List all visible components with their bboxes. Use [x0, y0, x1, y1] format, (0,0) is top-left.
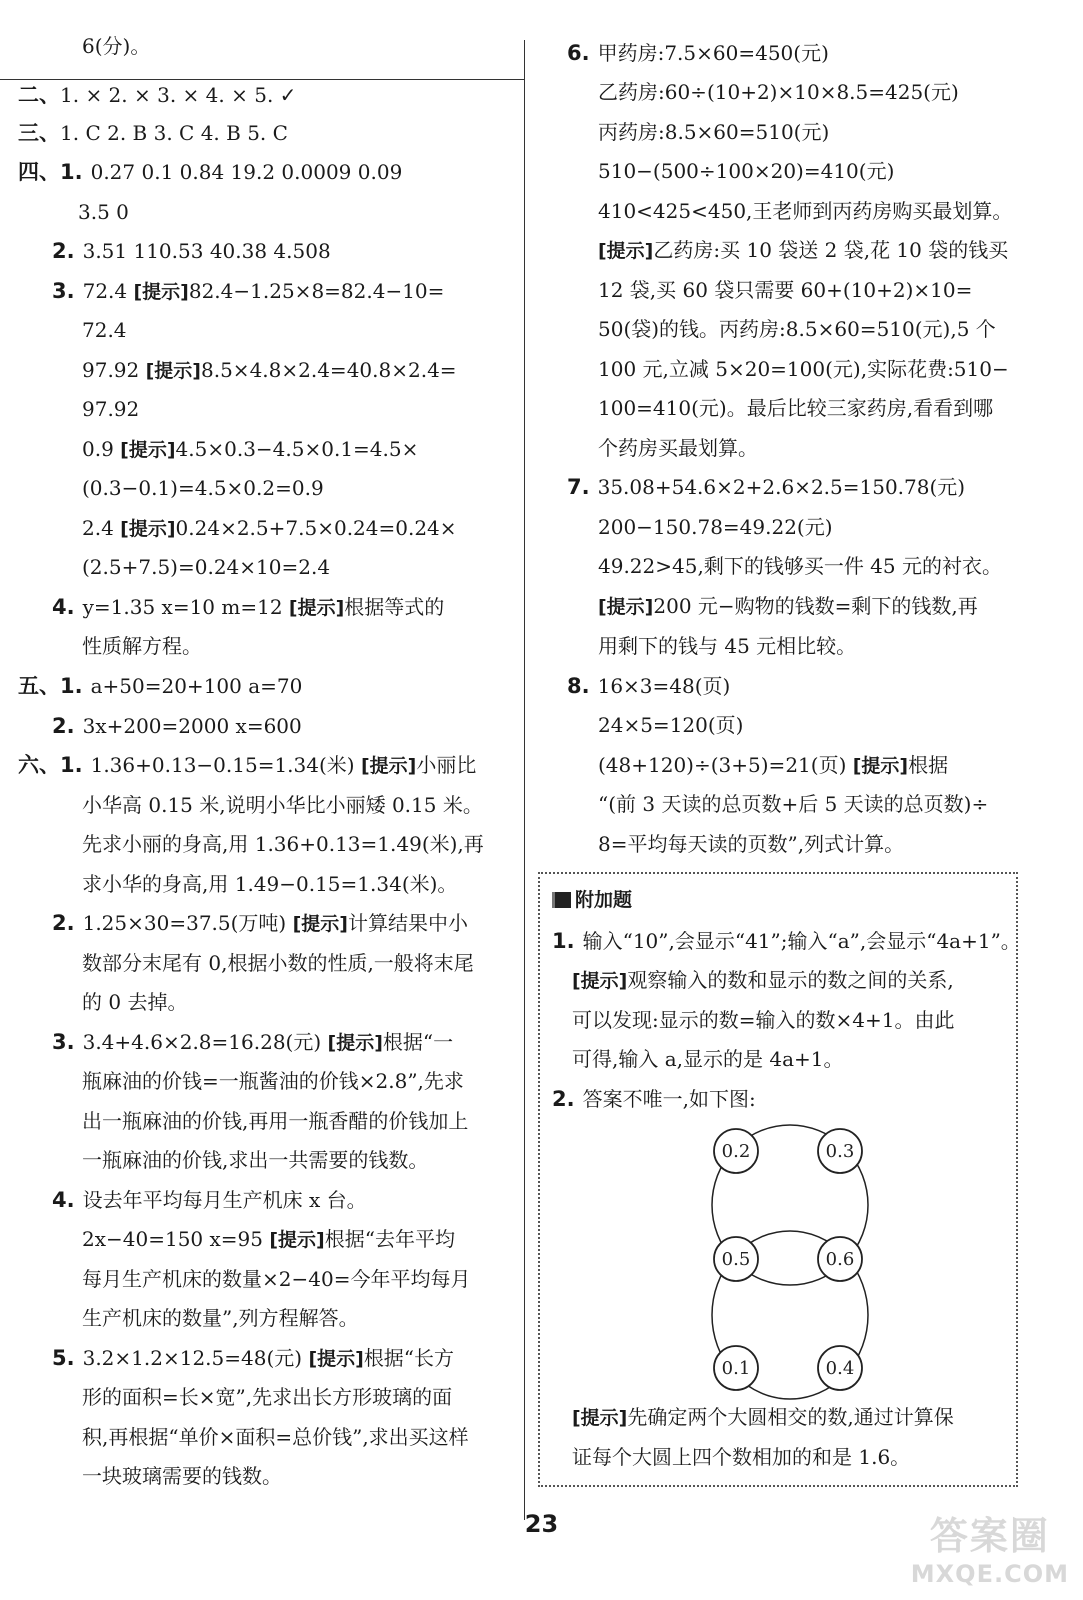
text-line	[598, 546, 1002, 586]
line-text: 先确定两个大圆相交的数,通过计算保	[627, 1405, 954, 1429]
line-text: “(前 3 天读的总页数+后 5 天读的总页数)÷	[598, 792, 989, 816]
line-text: 根据等式的	[344, 595, 445, 619]
text-line	[572, 1437, 910, 1477]
text-line	[598, 191, 1012, 231]
node-0.2	[714, 1129, 758, 1173]
text-line	[82, 982, 187, 1022]
line-text: 3.4+4.6×2.8=16.28(元)	[82, 1030, 328, 1054]
text-line	[18, 745, 476, 785]
watermark: 答案圈 MXQE.COM	[910, 1514, 1069, 1588]
text-line	[82, 864, 457, 904]
text-line	[598, 705, 743, 745]
line-text: 根据“长方	[363, 1346, 455, 1370]
item-number: 1.	[552, 929, 575, 953]
line-text: 每月生产机床的数量×2−40=今年平均每月	[82, 1267, 471, 1291]
text-line	[18, 152, 402, 192]
text-line	[572, 1039, 843, 1079]
text-line	[552, 1079, 756, 1119]
text-line	[598, 784, 988, 824]
line-text: 1.36+0.13−0.15=1.34(米)	[90, 753, 361, 777]
text-line	[598, 586, 978, 626]
line-text: 3.2×1.2×12.5=48(元)	[82, 1346, 309, 1370]
text-line	[52, 1338, 454, 1378]
line-text: 一瓶麻油的价钱,求出一共需要的钱数。	[82, 1148, 429, 1172]
text-line	[52, 903, 468, 943]
book-icon	[552, 892, 571, 908]
section-label: 二、	[18, 83, 60, 107]
section-label: 四、	[18, 160, 60, 184]
line-text: 根据	[908, 753, 949, 777]
text-line	[82, 1377, 452, 1417]
line-text: 根据“去年平均	[324, 1227, 455, 1251]
text-line	[82, 1061, 464, 1101]
text-line	[598, 626, 856, 666]
line-text: 1. C 2. B 3. C 4. B 5. C	[60, 121, 288, 145]
line-text: 0.9	[82, 437, 121, 461]
item-number: 3.	[52, 279, 75, 303]
line-text: 观察输入的数和显示的数之间的关系,	[627, 968, 954, 992]
line-text: 乙药房:买 10 袋送 2 袋,花 10 袋的钱买	[653, 238, 1009, 262]
text-line	[572, 1000, 954, 1040]
line-text: 性质解方程。	[82, 634, 202, 658]
line-text: 6(分)。	[82, 34, 151, 58]
line-text: 计算结果中小	[347, 911, 468, 935]
hint-label: [提示]	[120, 518, 176, 540]
line-text: 先求小丽的身高,用 1.36+0.13=1.49(米),再	[82, 832, 484, 856]
item-number: 1.	[60, 753, 83, 777]
text-line	[82, 1259, 470, 1299]
hint-label: [提示]	[292, 913, 348, 935]
item-number: 1.	[60, 674, 83, 698]
text-line	[82, 1456, 282, 1496]
text-line	[82, 468, 324, 508]
text-line	[82, 943, 474, 983]
text-line	[82, 429, 418, 469]
line-text: 3.51 110.53 40.38 4.508	[82, 239, 331, 263]
text-line	[78, 192, 129, 232]
line-text: 16×3=48(页)	[597, 674, 731, 698]
text-line	[598, 745, 948, 785]
text-line	[598, 824, 904, 864]
item-number: 2.	[52, 714, 75, 738]
line-text: 数部分末尾有 0,根据小数的性质,一般将末尾	[82, 951, 474, 975]
text-line	[52, 1022, 453, 1062]
svg-text:0.5: 0.5	[721, 1249, 751, 1270]
circle-diagram	[700, 1120, 880, 1400]
text-line	[567, 467, 965, 507]
line-text: (0.3−0.1)=4.5×0.2=0.9	[82, 476, 324, 500]
line-text: 丙药房:8.5×60=510(元)	[598, 120, 830, 144]
hint-label: [提示]	[288, 597, 345, 619]
hint-label: [提示]	[327, 1032, 383, 1054]
text-line	[82, 1140, 428, 1180]
section-label: 六、	[18, 753, 60, 777]
text-line	[567, 666, 730, 706]
item-number: 3.	[52, 1030, 75, 1054]
text-line	[82, 1298, 359, 1338]
svg-text:0.2: 0.2	[721, 1141, 751, 1162]
item-number: 2.	[52, 239, 75, 263]
text-line	[82, 508, 457, 548]
text-line	[598, 270, 972, 310]
page-number: 23	[524, 1510, 559, 1538]
item-number: 6.	[567, 41, 590, 65]
hint-label: [提示]	[145, 360, 201, 382]
line-text: 求小华的身高,用 1.49−0.15=1.34(米)。	[82, 872, 458, 896]
line-text: y=1.35 x=10 m=12	[82, 595, 289, 619]
line-text: 8.5×4.8×2.4=40.8×2.4=	[201, 358, 457, 382]
line-text: 乙药房:60÷(10+2)×10×8.5=425(元)	[598, 80, 959, 104]
text-line	[18, 113, 288, 153]
line-text: 根据“一	[382, 1030, 454, 1054]
line-text: 答案不唯一,如下图:	[582, 1087, 756, 1111]
node-0.5	[714, 1237, 758, 1281]
line-text: 24×5=120(页)	[598, 713, 744, 737]
line-text: 输入“10”,会显示“41”;输入“a”,会显示“4a+1”。	[582, 929, 1021, 953]
text-line	[567, 33, 829, 73]
column-divider	[524, 40, 525, 1520]
node-0.6	[818, 1237, 862, 1281]
text-line	[82, 1101, 468, 1141]
text-line	[82, 1219, 455, 1259]
top-rule	[0, 79, 524, 80]
hint-label: [提示]	[572, 1407, 628, 1429]
line-text: 72.4	[82, 318, 127, 342]
hint-label: [提示]	[120, 439, 176, 461]
svg-text:0.1: 0.1	[721, 1358, 751, 1379]
node-0.4	[818, 1346, 862, 1390]
line-text: 瓶麻油的价钱=一瓶酱油的价钱×2.8”,先求	[82, 1069, 464, 1093]
text-line	[82, 824, 484, 864]
text-line	[598, 428, 758, 468]
line-text: 2x−40=150 x=95	[82, 1227, 270, 1251]
line-text: 个药房买最划算。	[598, 436, 758, 460]
line-text: 3x+200=2000 x=600	[82, 714, 302, 738]
line-text: 1.25×30=37.5(万吨)	[82, 911, 293, 935]
text-line	[598, 151, 894, 191]
svg-text:0.6: 0.6	[825, 1249, 855, 1270]
line-text: 0.24×2.5+7.5×0.24=0.24×	[175, 516, 457, 540]
item-number: 2.	[52, 911, 75, 935]
line-text: 的 0 去掉。	[82, 990, 188, 1014]
line-text: 1. × 2. × 3. × 4. × 5. ✓	[60, 83, 297, 107]
svg-text:0.3: 0.3	[825, 1141, 855, 1162]
item-number: 7.	[567, 475, 590, 499]
text-line	[18, 666, 302, 706]
text-line	[82, 350, 457, 390]
line-text: 可以发现:显示的数=输入的数×4+1。由此	[572, 1008, 955, 1032]
text-line	[552, 921, 1021, 961]
line-text: 可得,输入 a,显示的是 4a+1。	[572, 1047, 844, 1071]
line-text: 200−150.78=49.22(元)	[598, 515, 833, 539]
text-line	[52, 271, 444, 311]
line-text: 72.4	[82, 279, 134, 303]
hint-label: [提示]	[852, 755, 909, 777]
line-text: 用剩下的钱与 45 元相比较。	[598, 634, 857, 658]
item-number: 5.	[52, 1346, 75, 1370]
text-line	[52, 231, 331, 271]
line-text: 82.4−1.25×8=82.4−10=	[188, 279, 445, 303]
line-text: 8=平均每天读的页数”,列式计算。	[598, 832, 905, 856]
item-number: 2.	[552, 1087, 575, 1111]
text-line	[598, 72, 959, 112]
line-text: 设去年平均每月生产机床 x 台。	[82, 1188, 367, 1212]
text-line	[598, 507, 833, 547]
line-text: 出一瓶麻油的价钱,再用一瓶香醋的价钱加上	[82, 1109, 469, 1133]
text-line	[82, 785, 483, 825]
line-text: 形的面积=长×宽”,先求出长方形玻璃的面	[82, 1385, 453, 1409]
text-line	[82, 1417, 469, 1457]
line-text: 410<425<450,王老师到丙药房购买最划算。	[598, 199, 1013, 223]
line-text: 49.22>45,剩下的钱够买一件 45 元的衬衣。	[598, 554, 1002, 578]
item-number: 4.	[52, 1188, 75, 1212]
line-text: 100=410(元)。最后比较三家药房,看看到哪	[598, 396, 994, 420]
node-0.3	[818, 1129, 862, 1173]
text-line	[18, 75, 296, 115]
text-line	[82, 626, 202, 666]
hint-label: [提示]	[598, 596, 654, 618]
line-text: a+50=20+100 a=70	[90, 674, 303, 698]
text-line	[82, 547, 330, 587]
item-number: 4.	[52, 595, 75, 619]
item-number: 8.	[567, 674, 590, 698]
hint-label: [提示]	[598, 240, 654, 262]
line-text: 200 元−购物的钱数=剩下的钱数,再	[653, 594, 978, 618]
line-text: 97.92	[82, 397, 140, 421]
line-text: 小丽比	[416, 753, 477, 777]
hint-label: [提示]	[360, 755, 417, 777]
text-line	[598, 112, 829, 152]
text-line	[598, 309, 996, 349]
line-text: 生产机床的数量”,列方程解答。	[82, 1306, 359, 1330]
text-line	[598, 349, 1009, 389]
text-line	[82, 389, 139, 429]
bonus-title: 附加题	[552, 880, 632, 920]
line-text: 积,再根据“单价×面积=总价钱”,求出买这样	[82, 1425, 469, 1449]
line-text: 35.08+54.6×2+2.6×2.5=150.78(元)	[597, 475, 966, 499]
line-text: 12 袋,买 60 袋只需要 60+(10+2)×10=	[598, 278, 973, 302]
line-text: 一块玻璃需要的钱数。	[82, 1464, 282, 1488]
line-text: 97.92	[82, 358, 146, 382]
section-label: 三、	[18, 121, 60, 145]
node-0.1	[714, 1346, 758, 1390]
hint-label: [提示]	[133, 281, 189, 303]
line-text: 510−(500÷100×20)=410(元)	[598, 159, 895, 183]
line-text: 2.4	[82, 516, 121, 540]
line-text: 证每个大圆上四个数相加的和是 1.6。	[572, 1445, 911, 1469]
line-text: 4.5×0.3−4.5×0.1=4.5×	[175, 437, 419, 461]
item-number: 1.	[60, 160, 83, 184]
text-line	[82, 26, 150, 66]
line-text: 小华高 0.15 米,说明小华比小丽矮 0.15 米。	[82, 793, 483, 817]
text-line	[572, 960, 954, 1000]
text-line	[572, 1397, 954, 1437]
text-line	[52, 587, 444, 627]
text-line	[598, 230, 1008, 270]
text-line	[52, 1180, 367, 1220]
line-text: 50(袋)的钱。丙药房:8.5×60=510(元),5 个	[598, 317, 996, 341]
line-text: (48+120)÷(3+5)=21(页)	[598, 753, 853, 777]
line-text: 甲药房:7.5×60=450(元)	[597, 41, 829, 65]
hint-label: [提示]	[269, 1229, 325, 1251]
text-line	[598, 388, 993, 428]
section-label: 五、	[18, 674, 60, 698]
text-line	[52, 706, 302, 746]
line-text: 100 元,立减 5×20=100(元),实际花费:510−	[598, 357, 1009, 381]
hint-label: [提示]	[572, 970, 628, 992]
line-text: 3.5 0	[78, 200, 129, 224]
line-text: (2.5+7.5)=0.24×10=2.4	[82, 555, 331, 579]
text-line	[82, 310, 127, 350]
line-text: 0.27 0.1 0.84 19.2 0.0009 0.09	[90, 160, 403, 184]
svg-text:0.4: 0.4	[825, 1358, 855, 1379]
hint-label: [提示]	[308, 1348, 364, 1370]
